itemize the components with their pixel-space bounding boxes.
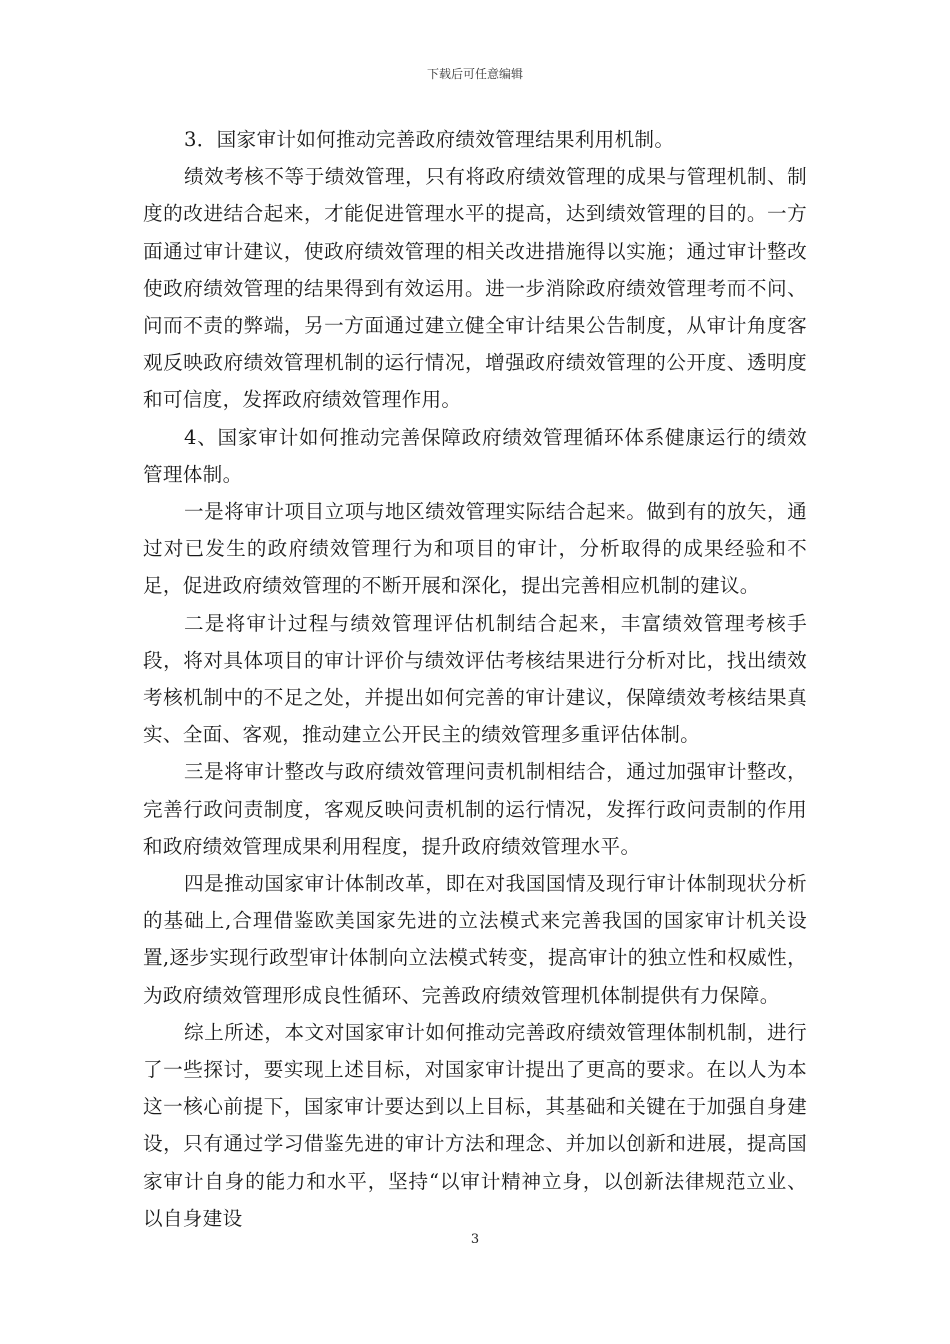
paragraph-section-4-heading: 4、国家审计如何推动完善保障政府绩效管理循环体系健康运行的绩效管理体制。 xyxy=(143,425,807,486)
paragraph-conclusion: 综上所述，本文对国家审计如何推动完善政府绩效管理体制机制，进行了一些探讨，要实现上述目标，对国家审计提出了更高的要求。在以人为本这一核心前提下，国家审计要达到以上目标，其基础和关键在于加强自身建设，只有通过学习借鉴先进的审计方法和理念、并加以创新和进展，提高国家审计自身的能力和水平，坚持“以审计精神立身，以创新法律规范立业、以自身建设 xyxy=(143,1020,807,1230)
paragraph-point-three: 三是将审计整改与政府绩效管理问责机制相结合，通过加强审计整改，完善行政问责制度，客观反映问责机制的运行情况，发挥行政问责制的作用和政府绩效管理成果利用程度，提升政府绩效管理水平。 xyxy=(143,760,807,858)
paragraph-performance-assessment: 绩效考核不等于绩效管理，只有将政府绩效管理的成果与管理机制、制度的改进结合起来，才能促进管理水平的提高，达到绩效管理的目的。一方面通过审计建议，使政府绩效管理的相关改进措施得以实施；通过审计整改使政府绩效管理的结果得到有效运用。进一步消除政府绩效管理考而不问、问而不责的弊端，另一方面通过建立健全审计结果公告制度，从审计角度客观反映政府绩效管理机制的运行情况，增强政府绩效管理的公开度、透明度和可信度，发挥政府绩效管理作用。 xyxy=(143,165,807,412)
page-number: 3 xyxy=(470,1232,480,1247)
paragraph-section-3-heading: 3．国家审计如何推动完善政府绩效管理结果利用机制。 xyxy=(184,128,675,151)
paragraph-point-two: 二是将审计过程与绩效管理评估机制结合起来，丰富绩效管理考核手段，将对具体项目的审计评价与绩效评估考核结果进行分析对比，找出绩效考核机制中的不足之处，并提出如何完善的审计建议，保障绩效考核结果真实、全面、客观，推动建立公开民主的绩效管理多重评估体制。 xyxy=(143,611,807,747)
page-header: 下载后可任意编辑 xyxy=(426,67,523,81)
paragraph-point-one: 一是将审计项目立项与地区绩效管理实际结合起来。做到有的放矢，通过对已发生的政府绩效管理行为和项目的审计，分析取得的成果经验和不足，促进政府绩效管理的不断开展和深化，提出完善相应机制的建议。 xyxy=(143,500,807,598)
document-body xyxy=(143,121,807,1237)
paragraph-point-four: 四是推动国家审计体制改革，即在对我国国情及现行审计体制现状分析的基础上,合理借鉴欧美国家先进的立法模式来完善我国的国家审计机关设置,逐步实现行政型审计体制向立法模式转变，提高审计的独立性和权威性，为政府绩效管理形成良性循环、完善政府绩效管理机体制提供有力保障。 xyxy=(143,872,807,1007)
